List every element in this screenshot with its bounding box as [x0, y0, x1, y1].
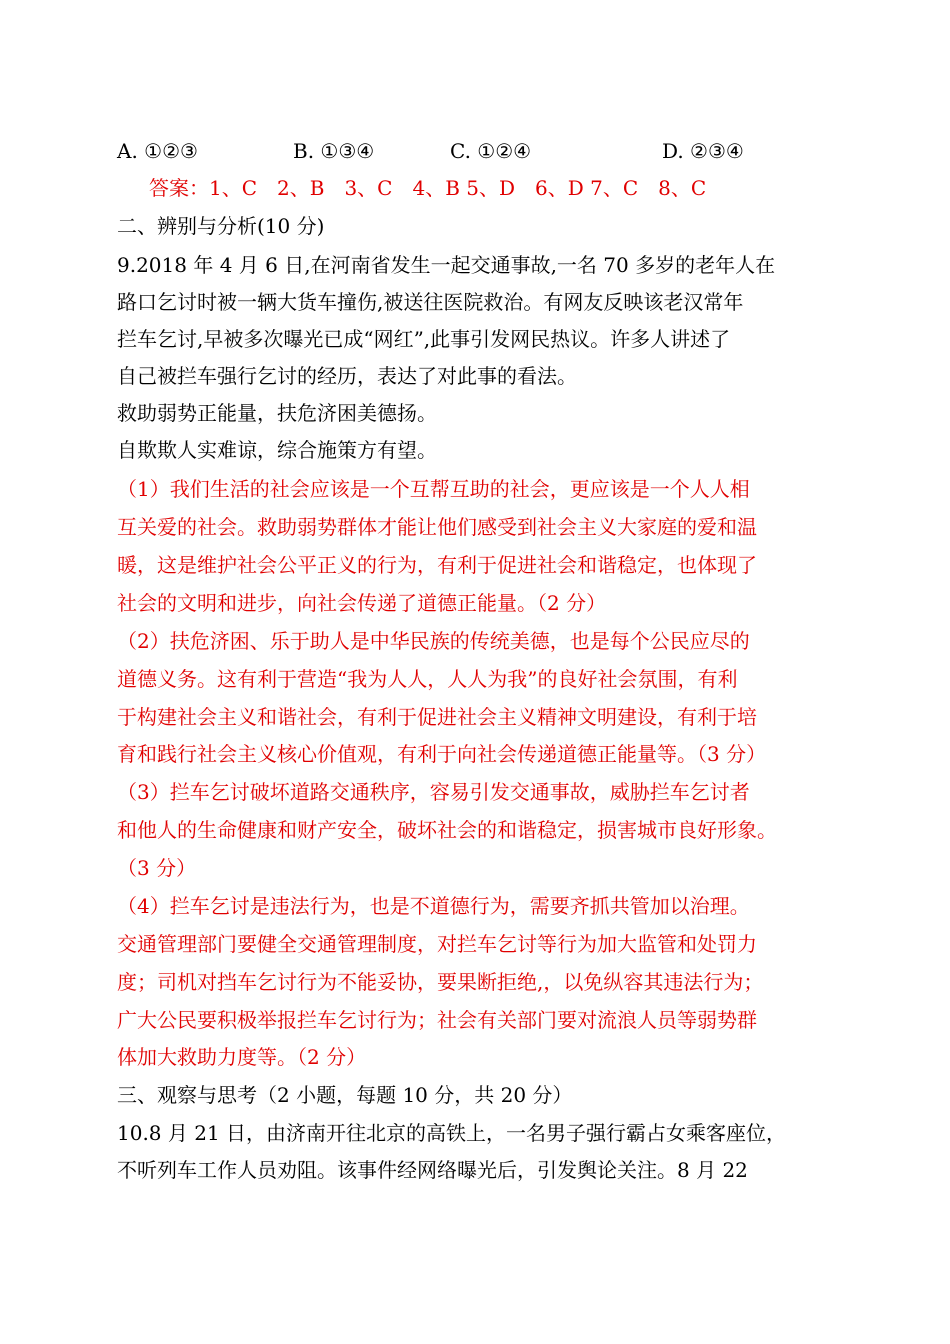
question-9-theme-2: 自欺欺人实难谅，综合施策方有望。	[117, 438, 437, 462]
answer-line: 体加大救助力度等。（2 分）	[117, 1045, 367, 1069]
answer-line: （3 分）	[117, 856, 197, 880]
answer-line: （4）拦车乞讨是违法行为，也是不道德行为，需要齐抓共管加以治理。	[117, 894, 750, 918]
question-10-line: 10.8 月 21 日，由济南开往北京的高铁上，一名男子强行霸占女乘客座位，	[117, 1121, 787, 1145]
question-9-theme-1: 救助弱势正能量，扶危济困美德扬。	[117, 401, 437, 425]
option-b: B. ①③④	[293, 139, 375, 163]
answer-key: 答案：1、C 2、B 3、C 4、B 5、D 6、D 7、C 8、C	[149, 176, 707, 200]
answer-line: 暖，这是维护社会公平正义的行为，有利于促进社会和谐稳定，也体现了	[117, 553, 757, 577]
answer-line: （2）扶危济困、乐于助人是中华民族的传统美德，也是每个公民应尽的	[117, 629, 750, 653]
question-9-line: 路口乞讨时被一辆大货车撞伤,被送往医院救治。有网友反映该老汉常年	[117, 290, 744, 314]
answer-line: 度；司机对挡车乞讨行为不能妥协，要果断拒绝,，以免纵容其违法行为；	[117, 970, 764, 994]
answer-line: 道德义务。这有利于营造“我为人人，人人为我”的良好社会氛围，有利	[117, 667, 738, 691]
question-10-line: 不听列车工作人员劝阻。该事件经网络曝光后，引发舆论关注。8 月 22	[117, 1158, 748, 1182]
option-d: D. ②③④	[662, 139, 744, 163]
section-2-heading: 二、辨别与分析(10 分)	[117, 214, 325, 238]
question-9-line: 拦车乞讨,早被多次曝光已成“网红”,此事引发网民热议。许多人讲述了	[117, 327, 731, 351]
section-3-heading: 三、观察与思考（2 小题，每题 10 分，共 20 分）	[117, 1083, 573, 1107]
answer-line: 互关爱的社会。救助弱势群体才能让他们感受到社会主义大家庭的爱和温	[117, 515, 757, 539]
answer-line: 广大公民要积极举报拦车乞讨行为；社会有关部门要对流浪人员等弱势群	[117, 1008, 757, 1032]
question-9-line: 自己被拦车强行乞讨的经历，表达了对此事的看法。	[117, 364, 577, 388]
question-9-line: 9.2018 年 4 月 6 日,在河南省发生一起交通事故,一名 70 多岁的老年人在	[117, 253, 776, 277]
answer-line: （3）拦车乞讨破坏道路交通秩序，容易引发交通事故，威胁拦车乞讨者	[117, 780, 750, 804]
answer-line: 于构建社会主义和谐社会，有利于促进社会主义精神文明建设，有利于培	[117, 705, 757, 729]
answer-line: （1）我们生活的社会应该是一个互帮互助的社会，更应该是一个人人相	[117, 477, 750, 501]
option-c: C. ①②④	[450, 139, 532, 163]
option-a: A. ①②③	[117, 139, 198, 163]
answer-line: 社会的文明和进步，向社会传递了道德正能量。（2 分）	[117, 591, 607, 615]
answer-line: 交通管理部门要健全交通管理制度，对拦车乞讨等行为加大监管和处罚力	[117, 932, 757, 956]
answer-line: 和他人的生命健康和财产安全，破坏社会的和谐稳定，损害城市良好形象。	[117, 818, 777, 842]
answer-line: 育和践行社会主义核心价值观，有利于向社会传递道德正能量等。（3 分）	[117, 742, 767, 766]
